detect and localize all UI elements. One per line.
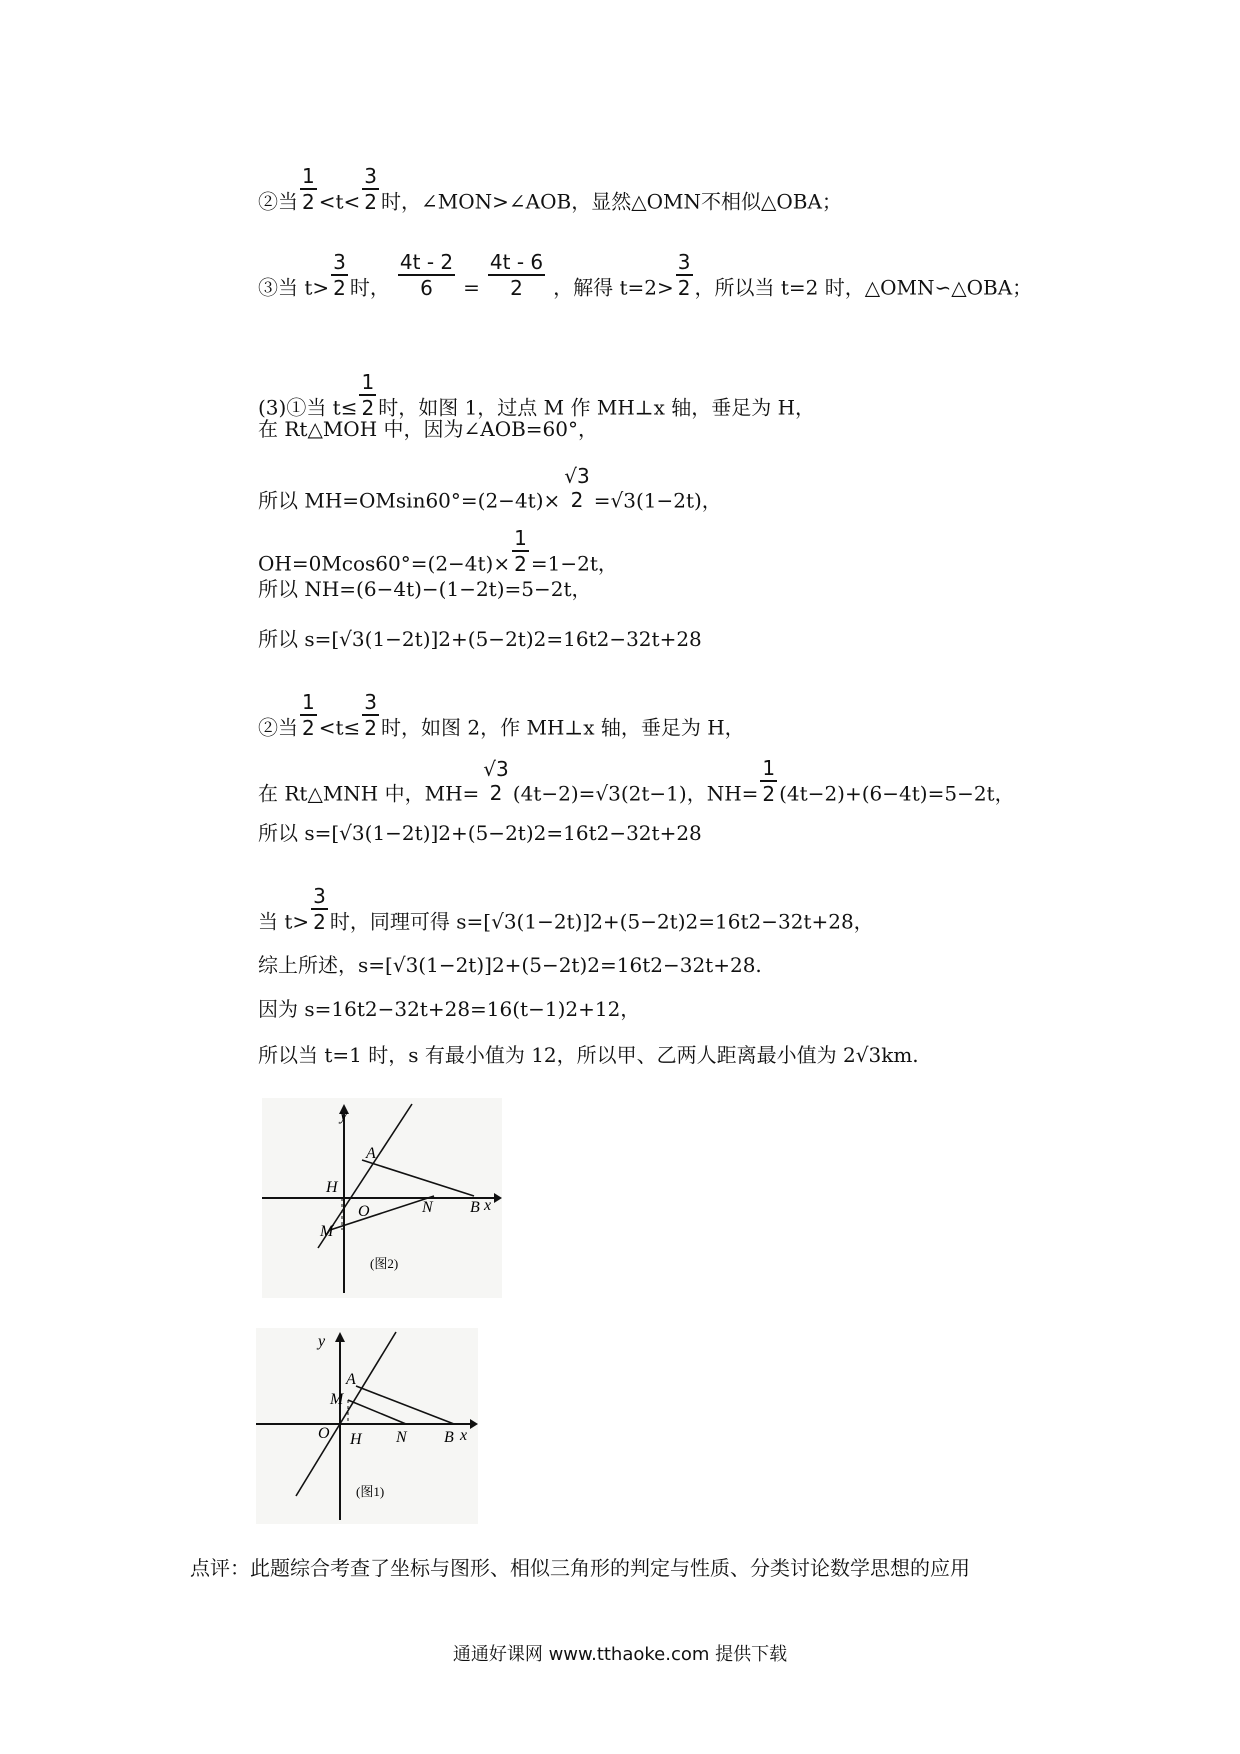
text-line: 所以当 t=1 时，s 有最小值为 12，所以甲、乙两人距离最小值为 2√3km. <box>258 1043 919 1067</box>
fraction-denominator: 2 <box>489 781 503 805</box>
text-segment: 所以 MH=OMsin60°=(2−4t)× <box>258 488 561 513</box>
fraction-denominator: 6 <box>420 276 433 300</box>
fraction-denominator: 2 <box>333 276 346 300</box>
figure-caption: (图1) <box>356 1484 385 1499</box>
fraction-numerator: 1 <box>514 526 527 550</box>
text-segment: ，解得 t=2> <box>553 275 674 300</box>
figure-1 <box>256 1328 478 1524</box>
fraction-numerator: 1 <box>361 370 375 394</box>
point-m-label: M <box>330 1391 344 1408</box>
text-segment: ②当 <box>258 189 298 214</box>
point-m-label: M <box>320 1223 334 1240</box>
text-segment: 在 Rt△MNH 中，MH= <box>258 781 480 806</box>
fraction-numerator: 1 <box>762 756 776 780</box>
x-axis-label: x <box>484 1197 492 1214</box>
point-a-label: A <box>346 1371 356 1388</box>
x-axis-label: x <box>460 1427 468 1444</box>
fraction <box>481 757 510 805</box>
case-line-2 <box>258 164 842 228</box>
fraction <box>362 690 379 740</box>
mh-calc-line <box>258 464 722 526</box>
fraction-denominator: 2 <box>762 782 776 806</box>
figure-2 <box>262 1098 502 1298</box>
text-segment: ，所以当 t=2 时，△OMN∽△OBA； <box>694 275 1033 300</box>
fraction <box>512 526 529 576</box>
point-b-label: B <box>470 1199 480 1216</box>
text-line: 所以 s=[√3(1−2t)]2+(5−2t)2=16t2−32t+28 <box>258 627 702 651</box>
fraction-numerator: 3 <box>313 884 326 908</box>
text-segment: (4t−2)=√3(2t−1)，NH= <box>512 781 759 806</box>
text-segment: 时， <box>349 275 390 300</box>
equals-sign: = <box>463 275 480 300</box>
fraction-numerator: 3 <box>364 164 378 188</box>
text-segment: (4t−2)+(6−4t)=5−2t， <box>779 781 1015 806</box>
text-segment: 时，如图 1，过点 M 作 MH⊥x 轴，垂足为 H， <box>378 395 816 420</box>
y-axis-label: y <box>318 1333 326 1350</box>
comment-text: 点评：此题综合考查了坐标与图形、相似三角形的判定与性质、分类讨论数学思想的应用 <box>190 1556 970 1580</box>
fraction <box>300 690 317 740</box>
text-segment: <t< <box>318 189 361 214</box>
origin-label: O <box>358 1203 370 1220</box>
text-line: 综上所述，s=[√3(1−2t)]2+(5−2t)2=16t2−32t+28. <box>258 953 762 977</box>
fraction <box>398 250 455 300</box>
part3-case3-line <box>258 884 874 948</box>
fraction-numerator: 3 <box>677 250 691 274</box>
fraction <box>359 370 376 420</box>
fraction <box>760 756 777 806</box>
text-segment: ②当 <box>258 715 298 740</box>
text-segment: ③当 t> <box>258 275 330 300</box>
fraction-numerator: 4t - 2 <box>399 250 454 274</box>
fraction-numerator: √3 <box>564 464 590 488</box>
fraction-denominator: 2 <box>364 716 378 740</box>
fraction-numerator: 1 <box>302 164 315 188</box>
text-segment: (3)①当 t≤ <box>258 395 358 420</box>
text-segment: <t≤ <box>318 715 361 740</box>
text-segment: 时，同理可得 s=[√3(1−2t)]2+(5−2t)2=16t2−32t+28， <box>329 909 874 934</box>
fraction <box>488 250 545 300</box>
fraction-numerator: 4t - 6 <box>489 250 544 274</box>
fraction <box>676 250 693 300</box>
fraction-numerator: √3 <box>483 757 509 781</box>
page-footer: 通通好课网 www.tthaoke.com 提供下载 <box>452 1644 788 1665</box>
text-line: 因为 s=16t2−32t+28=16(t−1)2+12， <box>258 997 641 1021</box>
case-line-3 <box>258 250 1033 314</box>
fraction-numerator: 1 <box>302 690 315 714</box>
figure-caption: (图2) <box>370 1256 399 1271</box>
fraction-denominator: 2 <box>361 396 375 420</box>
fraction <box>562 464 591 512</box>
y-axis-label: y <box>340 1107 348 1124</box>
fraction <box>300 164 317 214</box>
fraction-denominator: 2 <box>570 488 584 512</box>
fraction-denominator: 2 <box>302 190 315 214</box>
fraction-denominator: 2 <box>510 276 523 300</box>
text-segment: 时，∠MON>∠AOB，显然△OMN不相似△OBA； <box>381 189 842 214</box>
point-n-label: N <box>396 1429 407 1446</box>
fraction <box>331 250 348 300</box>
fraction-denominator: 2 <box>364 190 378 214</box>
fraction-numerator: 3 <box>333 250 346 274</box>
text-line: 所以 NH=(6−4t)−(1−2t)=5−2t， <box>258 577 592 601</box>
part3-case2-line <box>258 690 745 754</box>
text-segment: =1−2t， <box>530 551 618 576</box>
point-h-label: H <box>350 1431 362 1448</box>
fraction-numerator: 3 <box>364 690 378 714</box>
point-h-label: H <box>326 1179 338 1196</box>
fraction <box>362 164 379 214</box>
point-n-label: N <box>422 1199 433 1216</box>
text-segment: 当 t> <box>258 909 310 934</box>
figure-2-diagram <box>262 1098 502 1298</box>
fraction-denominator: 2 <box>514 552 527 576</box>
figure-1-diagram <box>256 1328 478 1524</box>
text-line: 在 Rt△MOH 中，因为∠AOB=60°， <box>258 417 599 441</box>
point-a-label: A <box>366 1145 376 1162</box>
mnh-calc-line <box>258 756 1015 820</box>
fraction <box>311 884 328 934</box>
text-line: 所以 s=[√3(1−2t)]2+(5−2t)2=16t2−32t+28 <box>258 821 702 845</box>
fraction-denominator: 2 <box>302 716 315 740</box>
fraction-denominator: 2 <box>313 910 326 934</box>
point-b-label: B <box>444 1429 454 1446</box>
origin-label: O <box>318 1425 330 1442</box>
text-segment: OH=0Mcos60°=(2−4t)× <box>258 551 511 576</box>
fraction-denominator: 2 <box>677 276 691 300</box>
text-segment: 时，如图 2，作 MH⊥x 轴，垂足为 H， <box>381 715 745 740</box>
text-segment: =√3(1−2t)， <box>593 488 722 513</box>
